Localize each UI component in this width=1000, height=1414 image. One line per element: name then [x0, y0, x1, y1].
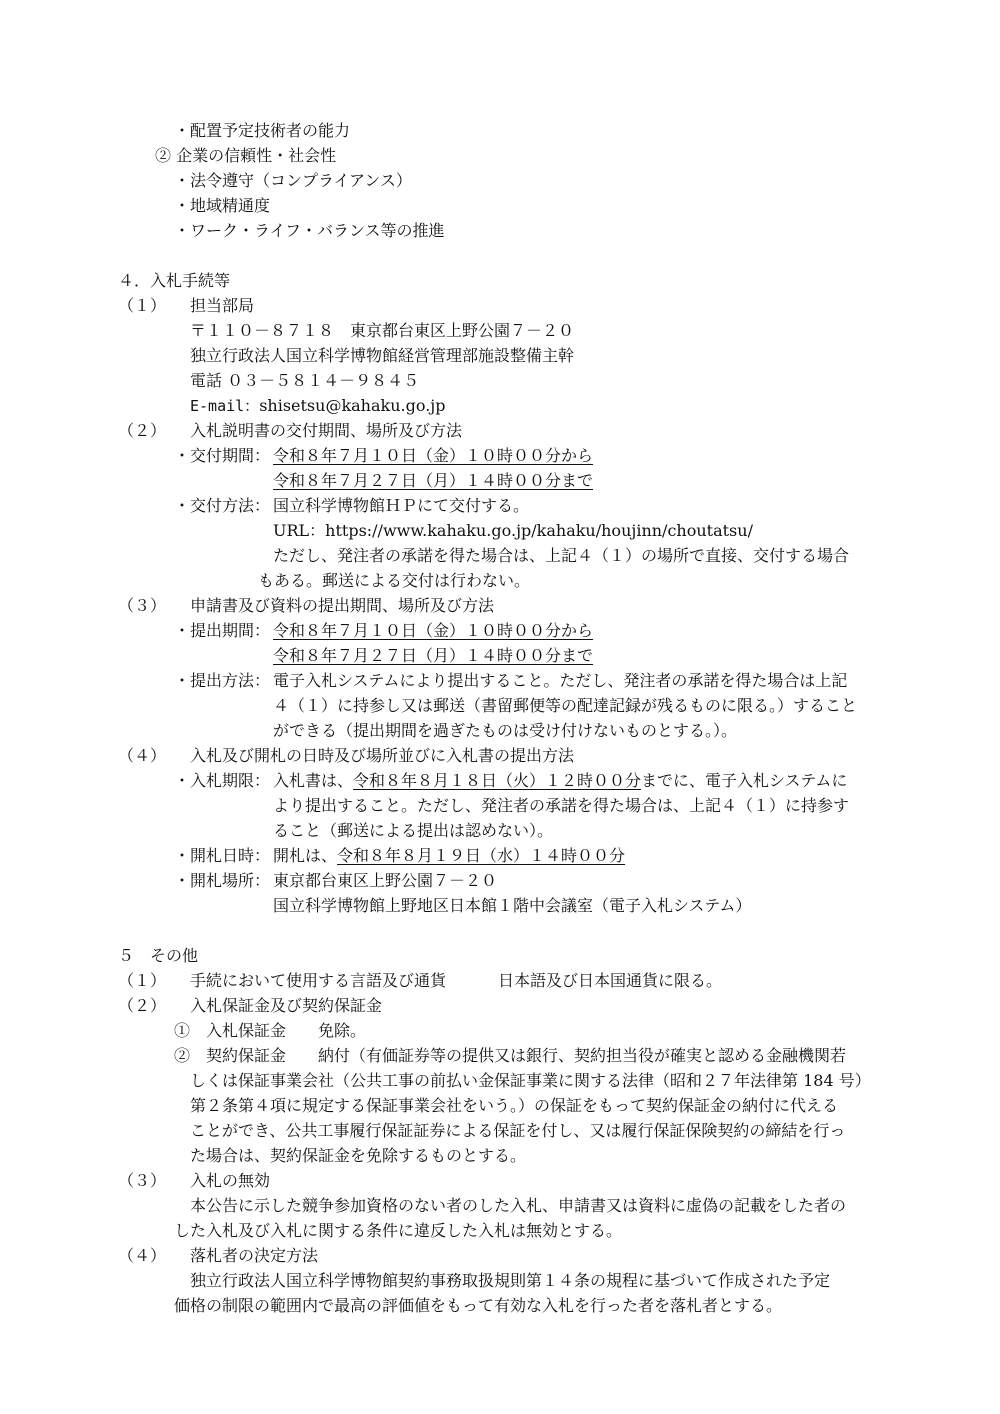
issue-period-to: 令和８年７月２７日（月）１４時００分まで: [273, 471, 594, 490]
contract-bond-line-1: ② 契約保証金 納付（有価証券等の提供又は銀行、契約担当役が確実と認める金融機関若: [174, 1046, 847, 1065]
item-work-life-balance: ・ワーク・ライフ・バランス等の推進: [174, 221, 445, 240]
bid-deadline-date: 令和８年８月１８日（火）１２時００分: [353, 771, 642, 790]
bid-bond: ① 入札保証金 免除。: [174, 1021, 367, 1040]
para-4-4-title: 入札及び開札の日時及び場所並びに入札書の提出方法: [190, 746, 575, 765]
para-4-1-number: （１）: [118, 296, 167, 315]
para-5-3-title: 入札の無効: [190, 1171, 271, 1190]
para-5-1-title: 手続において使用する言語及び通貨: [190, 971, 447, 990]
para-4-1-title: 担当部局: [190, 296, 255, 315]
opening-datetime: [273, 846, 625, 866]
contract-bond-line-4: ことができ、公共工事履行保証証券による保証を付し、又は履行保証保険契約の締結を行っ: [190, 1121, 846, 1140]
item-regional-knowledge: ・地域精通度: [174, 196, 271, 215]
office-address: 〒１１０－８７１８ 東京都台東区上野公園７－２０: [190, 321, 575, 340]
issue-note-line-2: もある。郵送による交付は行わない。: [258, 571, 531, 590]
award-method-line-2: 価格の制限の範囲内で最高の評価値をもって有効な入札を行った者を落札者とする。: [174, 1296, 783, 1315]
office-organization: 独立行政法人国立科学博物館経営管理部施設整備主幹: [190, 346, 575, 365]
bid-deadline-line-1: [273, 771, 847, 791]
email-address: shisetsu@kahaku.go.jp: [259, 396, 446, 415]
para-4-2-number: （２）: [118, 421, 167, 440]
para-5-1-value: 日本語及び日本国通貨に限る。: [498, 971, 723, 990]
issue-note-line-1: ただし、発注者の承諾を得た場合は、上記４（１）の場所で直接、交付する場合: [273, 546, 850, 565]
issue-period-from: 令和８年７月１０日（金）１０時００分から: [273, 446, 594, 465]
item-reliability-heading: ② 企業の信頼性・社会性: [155, 146, 337, 165]
email-label: E-mail：: [190, 397, 260, 415]
opening-datetime-label: ・開札日時：: [174, 846, 271, 865]
para-4-3-title: 申請書及び資料の提出期間、場所及び方法: [190, 596, 495, 615]
invalid-bid-line-1: 本公告に示した競争参加資格のない者のした入札、申請書又は資料に虚偽の記載をした者の: [190, 1196, 847, 1215]
item-engineer-ability: ・配置予定技術者の能力: [174, 121, 351, 140]
submit-method-label: ・提出方法：: [174, 671, 271, 690]
item-compliance: ・法令遵守（コンプライアンス）: [174, 171, 412, 190]
opening-place-line-2: 国立科学博物館上野地区日本館１階中会議室（電子入札システム）: [273, 896, 752, 915]
submit-method-line-2: ４（１）に持参し又は郵送（書留郵便等の配達記録が残るものに限る。）すること: [273, 696, 858, 715]
contract-bond-line-2: しくは保証事業会社（公共工事の前払い金保証事業に関する法律（昭和２７年法律第 184 号）: [190, 1071, 871, 1090]
issue-method: 国立科学博物館ＨＰにて交付する。: [273, 496, 530, 515]
para-5-2-title: 入札保証金及び契約保証金: [190, 996, 383, 1015]
bid-deadline-suffix: までに、電子入札システムに: [641, 771, 848, 790]
para-5-3-number: （３）: [118, 1171, 167, 1190]
bid-deadline-prefix: 入札書は、: [273, 771, 354, 790]
section-4-heading: ４．入札手続等: [118, 271, 231, 290]
opening-date: 令和８年８月１９日（水）１４時００分: [337, 846, 626, 865]
para-5-1-number: （１）: [118, 971, 167, 990]
submit-method-line-1: 電子入札システムにより提出すること。ただし、発注者の承諾を得た場合は上記: [273, 671, 848, 690]
para-4-2-title: 入札説明書の交付期間、場所及び方法: [190, 421, 463, 440]
office-telephone: 電話 ０３－５８１４－９８４５: [190, 371, 420, 390]
submit-period-to: 令和８年７月２７日（月）１４時００分まで: [273, 646, 594, 665]
section-5-heading: ５ その他: [118, 946, 199, 965]
issue-method-label: ・交付方法：: [174, 496, 271, 515]
bid-deadline-label: ・入札期限：: [174, 771, 271, 790]
para-4-4-number: （４）: [118, 746, 167, 765]
para-5-4-number: （４）: [118, 1246, 167, 1265]
opening-prefix: 開札は、: [273, 846, 338, 865]
issue-url: URL：https://www.kahaku.go.jp/kahaku/houjinn/choutatsu/: [273, 521, 753, 540]
para-5-2-number: （２）: [118, 996, 167, 1015]
submit-method-line-3: ができる（提出期間を過ぎたものは受け付けないものとする。）。: [273, 721, 738, 740]
contract-bond-line-3: 第２条第４項に規定する保証事業会社をいう。）の保証をもって契約保証金の納付に代える: [190, 1096, 839, 1115]
bid-deadline-line-3: ること（郵送による提出は認めない）。: [273, 821, 554, 840]
bid-deadline-line-2: より提出すること。ただし、発注者の承諾を得た場合は、上記４（１）に持参す: [273, 796, 850, 815]
para-4-3-number: （３）: [118, 596, 167, 615]
invalid-bid-line-2: した入札及び入札に関する条件に違反した入札は無効とする。: [174, 1221, 623, 1240]
opening-place-line-1: 東京都台東区上野公園７－２０: [273, 871, 498, 890]
award-method-line-1: 独立行政法人国立科学博物館契約事務取扱規則第１４条の規程に基づいて作成された予定: [190, 1271, 831, 1290]
contract-bond-line-5: た場合は、契約保証金を免除するものとする。: [190, 1146, 527, 1165]
opening-place-label: ・開札場所：: [174, 871, 271, 890]
submit-period-from: 令和８年７月１０日（金）１０時００分から: [273, 621, 594, 640]
submit-period-label: ・提出期間：: [174, 621, 271, 640]
office-email: [190, 396, 446, 416]
issue-period-label: ・交付期間：: [174, 446, 271, 465]
para-5-4-title: 落札者の決定方法: [190, 1246, 319, 1265]
